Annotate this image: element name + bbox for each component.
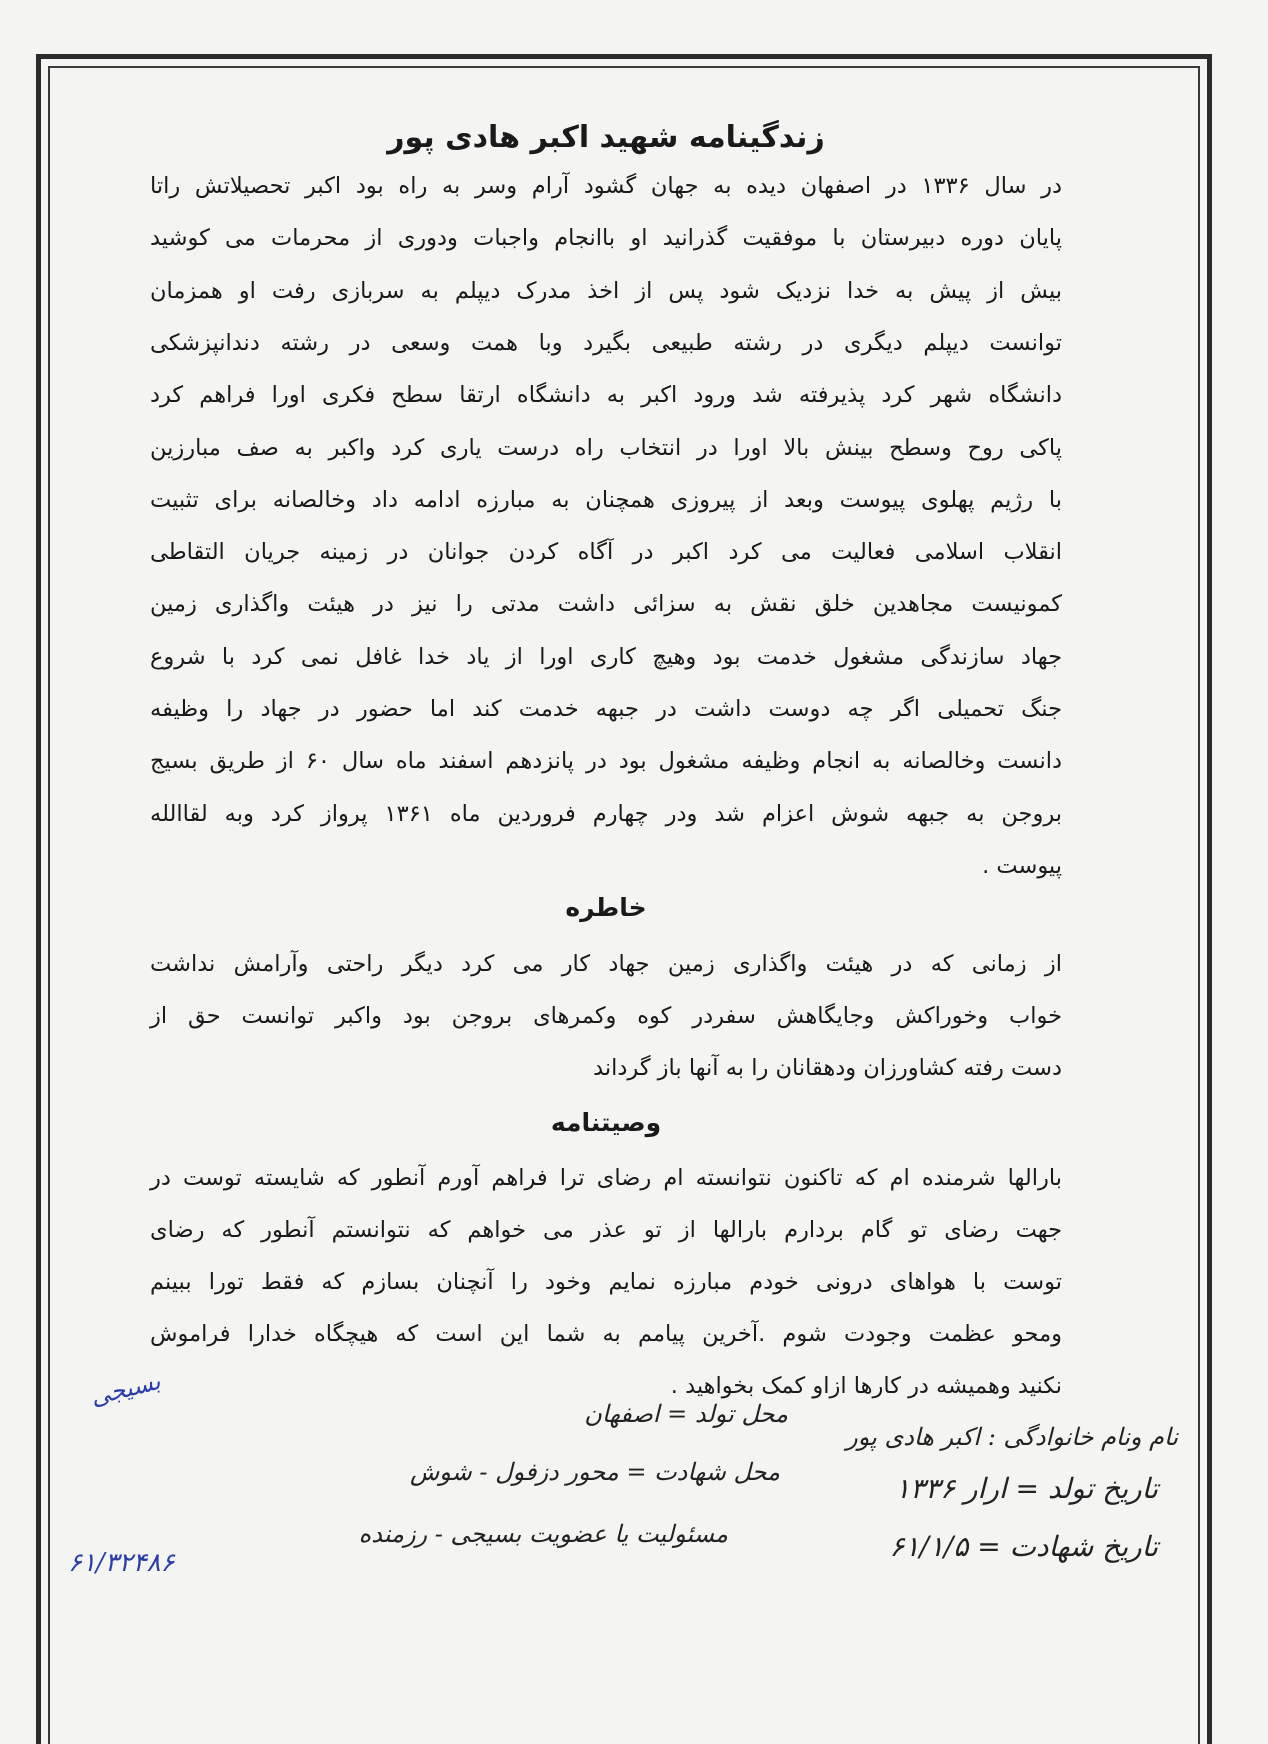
will-line: جهت رضای تو گام بردارم بارالها از تو عذر می خواهم که نتوانستم آنطور که رضای bbox=[150, 1217, 1062, 1243]
biography-line: بروجن به جبهه شوش اعزام شد ودر چهارم فروردین ماه ۱۳۶۱ پرواز کرد وبه لقاالله bbox=[150, 800, 1063, 827]
martyrdom-date-note: تاریخ شهادت = ۶۱/۱/۵ bbox=[889, 1530, 1158, 1563]
affiliation-note: مسئولیت یا عضویت بسیجی - رزمنده bbox=[358, 1520, 728, 1548]
biography-line: انقلاب اسلامی فعالیت می کرد اکبر در آگاه کردن جوانان در زمینه جریان التقاطی bbox=[150, 539, 1062, 566]
will-heading: وصیتنامه bbox=[550, 1108, 662, 1137]
biography-line: دانست وخالصانه به انجام وظیفه مشغول بود در پانزدهم اسفند ماه سال ۶۰ از طریق بسیج bbox=[150, 748, 1062, 775]
martyrdom-place-note: محل شهادت = محور دزفول - شوش bbox=[409, 1458, 780, 1486]
will-line: نکنید وهمیشه در کارها ازاو کمک بخواهید . bbox=[670, 1373, 1062, 1399]
biography-line: کمونیست مجاهدین خلق نقش به سزائی داشت مدتی را نیز در هیئت واگذاری زمین bbox=[150, 591, 1062, 618]
birth-date-note: تاریخ تولد = ارار ۱۳۳۶ bbox=[894, 1472, 1158, 1505]
file-number-note: ۶۱/۳۲۴۸۶ bbox=[68, 1548, 175, 1578]
biography-line: دانشگاه شهر کرد پذیرفته شد ورود اکبر به دانشگاه ارتقا سطح فکری اورا فراهم کرد bbox=[150, 382, 1062, 409]
name-note: نام ونام خانوادگی : اکبر هادی پور bbox=[846, 1423, 1178, 1451]
memory-heading: خاطره bbox=[565, 893, 647, 922]
will-line: توست با هواهای درونی خودم مبارزه نمایم وخود را آنچنان بسازم که فقط تورا ببینم bbox=[150, 1269, 1062, 1295]
memory-line: از زمانی که در هیئت واگذاری زمین جهاد کار می کرد دیگر راحتی وآرامش نداشت bbox=[150, 951, 1062, 977]
biography-line: بیش از پیش به خدا نزدیک شود پس از اخذ مدرک دیپلم به سربازی رفت او همزمان bbox=[150, 277, 1062, 304]
memory-line: خواب وخوراکش وجایگاهش سفردر کوه وکمرهای بروجن بود واکبر توانست حق از bbox=[150, 1003, 1062, 1029]
biography-line: جهاد سازندگی مشغول خدمت بود وهیچ کاری اورا از یاد خدا غافل نمی کرد با شروع bbox=[150, 643, 1062, 670]
memory-line: دست رفته کشاورزان ودهقانان را به آنها باز گرداند bbox=[593, 1055, 1062, 1081]
will-line: بارالها شرمنده ام که تاکنون نتوانسته ام رضای ترا فراهم آورم آنطور که شایسته توست در bbox=[150, 1165, 1062, 1191]
birth-place-note: محل تولد = اصفهان bbox=[584, 1400, 788, 1428]
will-line: ومحو عظمت وجودت شوم .آخرین پیامم به شما این است که هیچگاه خدارا فراموش bbox=[150, 1321, 1062, 1347]
biography-line: در سال ۱۳۳۶ در اصفهان دیده به جهان گشود آرام وسر به راه بود اکبر تحصیلاتش راتا bbox=[150, 173, 1062, 199]
biography-line: توانست دیپلم دیگری در رشته طبیعی بگیرد وبا همت وسعی در رشته دندانپزشکی bbox=[150, 329, 1062, 356]
biography-line: با رژیم پهلوی پیوست وبعد از پیروزی همچنان به مبارزه ادامه داد وخالصانه برای تثبیت bbox=[150, 486, 1062, 513]
document-title: زندگینامه شهید اکبر هادی پور bbox=[387, 120, 825, 155]
biography-line: پاکی روح وسطح بینش بالا اورا در انتخاب راه درست یاری کرد واکبر به صف مبارزین bbox=[150, 434, 1062, 461]
biography-line: پایان دوره دبیرستان با موفقیت گذرانید او باانجام واجبات ودوری از محرمات می کوشید bbox=[150, 225, 1062, 252]
biography-line: جنگ تحمیلی اگر چه دوست داشت در جبهه خدمت کند اما حضور در جهاد را وظیفه bbox=[150, 696, 1062, 722]
biography-line: پیوست . bbox=[982, 852, 1062, 879]
basij-note: بسیجی bbox=[87, 1366, 164, 1412]
